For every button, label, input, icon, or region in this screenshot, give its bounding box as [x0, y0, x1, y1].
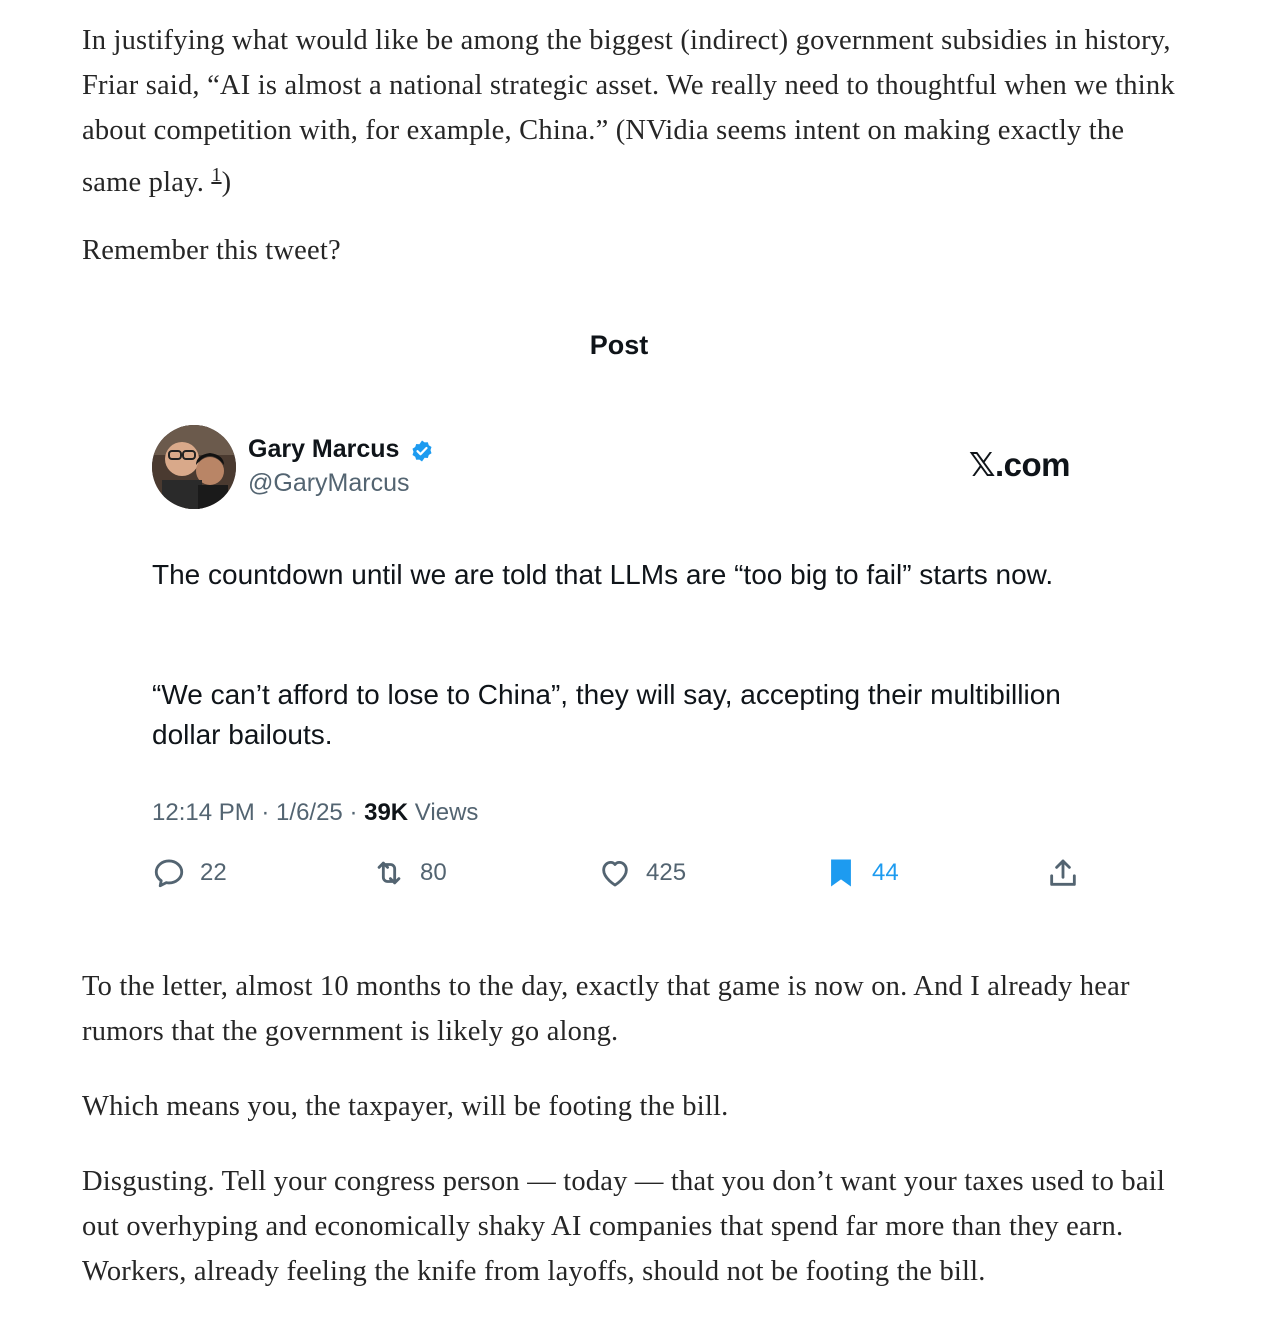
tweet-meta: [152, 799, 478, 827]
views-label: Views: [408, 799, 479, 826]
share-icon: [1046, 856, 1080, 890]
reply-count: 22: [200, 859, 227, 886]
repost-button[interactable]: [372, 855, 447, 891]
article-paragraph-4: Which means you, the taxpayer, will be footing the bill.: [82, 1091, 729, 1122]
embedded-tweet[interactable]: [152, 425, 1082, 895]
x-com-link[interactable]: 𝕏.com: [968, 446, 1070, 483]
article-paragraph-5: Disgusting. Tell your congress person — today — that you don’t want your taxes used to bail out overhyping and economically shaky AI companies that spend far more than they earn. Workers, already feeling the knife from layoffs, should not be footing the bill.: [82, 1166, 1165, 1287]
embed-post-header: Post: [589, 330, 649, 360]
repost-count: 80: [420, 859, 447, 886]
avatar[interactable]: [152, 425, 236, 509]
tweet-text-1: The countdown until we are told that LLMs are “too big to fail” starts now.: [152, 559, 1054, 590]
tweet-timestamp[interactable]: 12:14 PM · 1/6/25 ·: [152, 799, 365, 826]
article-paragraph-2: Remember this tweet?: [82, 235, 341, 266]
bookmark-button[interactable]: [824, 855, 899, 891]
like-icon: [598, 856, 632, 890]
article-paragraph-1: [82, 18, 1182, 205]
bookmark-count: 44: [872, 859, 899, 886]
like-button[interactable]: [598, 855, 686, 891]
footnote-link[interactable]: 1: [211, 164, 222, 186]
share-button[interactable]: [1046, 855, 1080, 891]
paragraph-text: In justifying what would like be among the biggest (indirect) government subsidies in history, Friar said, “AI is almost a national strategic asset. We really need to thoughtful when we think about competition with, for example, China.” (NVidia seems intent on making exactly the same play.: [82, 25, 1175, 198]
author-handle[interactable]: @GaryMarcus: [248, 469, 410, 497]
tweet-actions: [152, 855, 1082, 895]
verified-icon: [410, 439, 434, 463]
repost-icon: [372, 856, 406, 890]
reply-icon: [152, 856, 186, 890]
bookmark-icon: [824, 856, 858, 890]
paragraph-text-end: ): [221, 167, 232, 198]
like-count: 425: [646, 859, 687, 886]
tweet-text-2: “We can’t afford to lose to China”, they will say, accepting their multibillion dollar bailouts.: [152, 679, 1061, 750]
article-paragraph-3: To the letter, almost 10 months to the day, exactly that game is now on. And I already hear rumors that the government is likely go along.: [82, 971, 1130, 1047]
reply-button[interactable]: [152, 855, 227, 891]
views-count: 39K: [364, 799, 409, 826]
author-name[interactable]: Gary Marcus: [248, 435, 400, 463]
